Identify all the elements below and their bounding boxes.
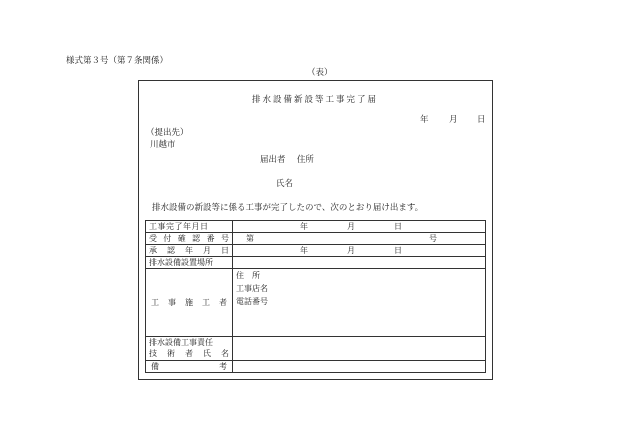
acceptance-prefix: 第 xyxy=(246,233,254,243)
remarks-label: 備 考 xyxy=(146,361,233,373)
approval-month: 月 xyxy=(347,245,355,255)
approval-date-label: 承 認 年 月 日 xyxy=(146,245,233,257)
completion-day: 日 xyxy=(394,221,402,231)
acceptance-number-field[interactable] xyxy=(233,233,486,245)
row-approval-date xyxy=(146,245,486,257)
contractor-shop-label: 工事店名 xyxy=(236,284,268,293)
date-day-label: 日 xyxy=(477,115,486,125)
approval-day: 日 xyxy=(394,245,402,255)
row-acceptance-number xyxy=(146,233,486,245)
intro-statement: 排水設備の新設等に係る工事が完了したので、次のとおり届け出ます。 xyxy=(152,203,424,213)
engineer-field[interactable] xyxy=(233,337,486,361)
contractor-label: 工 事 施 工 者 xyxy=(146,269,233,337)
row-engineer xyxy=(146,337,486,361)
row-completion-date xyxy=(146,221,486,233)
acceptance-number-label: 受 付 確 認 番 号 xyxy=(146,233,233,245)
engineer-label: 排水設備工事責任 技 術 者 氏 名 xyxy=(146,337,233,361)
completion-month: 月 xyxy=(347,221,355,231)
approval-date-field[interactable] xyxy=(233,245,486,257)
form-title: 排水設備新設等工事完了届 xyxy=(251,95,378,105)
completion-date-field[interactable] xyxy=(233,221,486,233)
completion-date-label: 工事完了年月日 xyxy=(146,221,233,233)
form-number: 様式第３号（第７条関係） xyxy=(66,56,169,66)
side-indicator: （表） xyxy=(307,68,333,78)
row-location xyxy=(146,257,486,269)
notifier-address xyxy=(260,156,314,165)
location-label: 排水設備設置場所 xyxy=(146,257,233,269)
row-contractor xyxy=(146,269,486,337)
notifier-label: 届出者 xyxy=(260,155,286,165)
contractor-field[interactable] xyxy=(233,269,486,337)
contractor-address-label: 住 所 xyxy=(236,271,260,280)
form-table xyxy=(145,220,486,373)
addressee: 川越市 xyxy=(150,140,176,150)
remarks-field[interactable] xyxy=(233,361,486,373)
acceptance-suffix: 号 xyxy=(429,233,437,243)
name-label: 氏名 xyxy=(276,179,294,189)
approval-year: 年 xyxy=(300,245,308,255)
date-year-label: 年 xyxy=(420,115,429,125)
location-field[interactable] xyxy=(233,257,486,269)
addressee-label: （提出先） xyxy=(146,128,189,138)
date-month-label: 月 xyxy=(449,115,458,125)
row-remarks xyxy=(146,361,486,373)
contractor-phone-label: 電話番号 xyxy=(236,297,268,306)
address-label: 住所 xyxy=(296,155,314,165)
completion-year: 年 xyxy=(300,221,308,231)
